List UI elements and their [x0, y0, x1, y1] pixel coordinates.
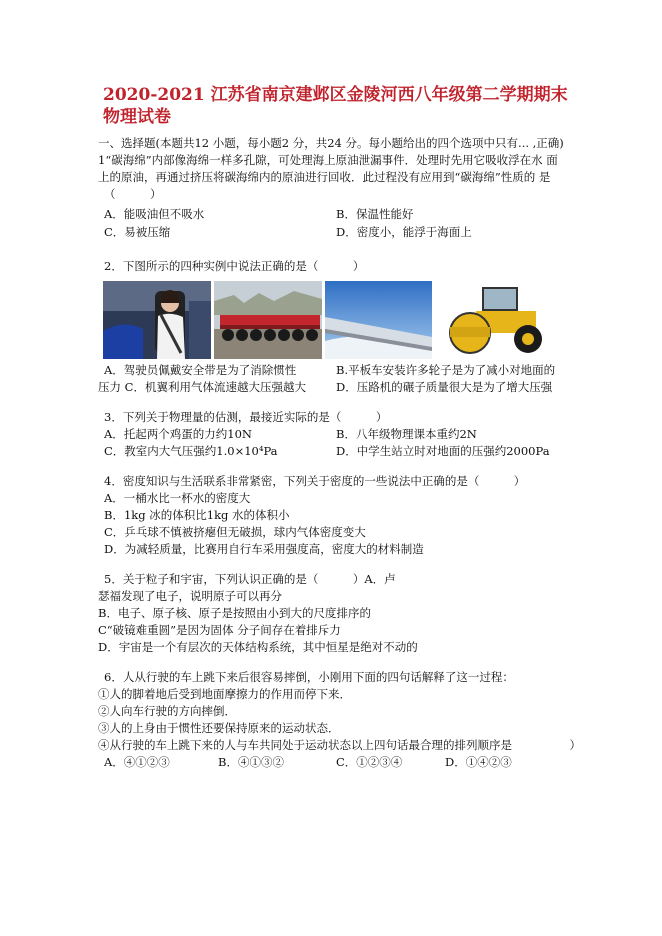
q2-option-d: D．压路机的碾子质量很大是为了增大压强 [336, 380, 553, 394]
q6-statement-1: ①人的脚着地后受到地面摩擦力的作用而停下来． [98, 687, 351, 701]
q4-stem: 4．密度知识与生活联系非常紧密，下列关于密度的一些说法中正确的是（ ） [104, 474, 526, 488]
q6-option-a: A．④①②③ [104, 755, 170, 769]
q1-option-d: D．密度小，能浮于海面上 [336, 225, 472, 239]
q6-option-c: C．①②③④ [336, 755, 403, 769]
q1-option-c: C．易被压缩 [104, 225, 171, 239]
q1-option-b: B．保温性能好 [336, 207, 414, 221]
page-title: 2020-2021 江苏省南京建邺区金陵河西八年级第二学期期末物理试卷 [103, 85, 568, 127]
q6-option-d: D．①④②③ [445, 755, 512, 769]
q2-option-c: 压力 C．机翼利用气体流速越大压强越大 [98, 380, 306, 394]
q3-option-d: D．中学生站立时对地面的压强约2000Pa [336, 444, 550, 458]
q6-option-b: B．④①③② [218, 755, 284, 769]
q5-option-d: D．宇宙是一个有层次的天体结构系统，其中恒星是绝对不动的 [98, 640, 418, 654]
q1-blank: （ ） [104, 187, 162, 201]
q1-option-a: A．能吸油但不吸水 [104, 207, 205, 221]
q3-stem: 3．下列关于物理量的估测，最接近实际的是（ ） [104, 410, 388, 424]
q6-statement-2: ②人向车行驶的方向摔倒． [98, 704, 236, 718]
q5-option-c: C“破镜难重圆”是因为固体 分子间存在着排斥力 [98, 623, 341, 637]
q5-option-a-cont: 瑟福发现了电子，说明原子可以再分 [98, 589, 282, 603]
q6-statement-3: ③人的上身由于惯性还要保持原来的运动状态． [98, 721, 340, 735]
section-heading: 一、选择题(本题共12 小题，每小题2 分，共24 分。每小题给出的四个选项中只有... ,正确) [98, 136, 564, 150]
q3-option-a: A．托起两个鸡蛋的力约10N [104, 427, 252, 441]
q5-option-b: B．电子、原子核、原子是按照由小到大的尺度排序的 [98, 606, 371, 620]
airplane-wing-photo [325, 281, 432, 359]
road-roller-photo [436, 281, 550, 359]
q1-stem-line1: 1“碳海绵”内部像海绵一样多孔隙，可处理海上原油泄漏事件．处理时先用它吸收浮在水 面 [98, 153, 558, 167]
q2-option-a: A．驾驶员佩戴安全带是为了消除惯性 [104, 363, 297, 377]
seatbelt-driver-photo [103, 281, 211, 359]
q3-option-c: C．教室内大气压强约1.0×10⁴Pa [104, 444, 278, 458]
q3-option-b: B．八年级物理课本重约2N [336, 427, 477, 441]
q4-option-a: A．一桶水比一杯水的密度大 [104, 491, 251, 505]
q2-stem: 2．下图所示的四种实例中说法正确的是（ ） [104, 259, 365, 273]
q4-option-b: B．1kg 冰的体积比1kg 水的体积小 [104, 508, 290, 522]
q6-stem: 6．人从行驶的车上跳下来后很容易摔倒，小刚用下面的四句话解释了这一过程： [104, 670, 514, 684]
q5-stem: 5．关于粒子和宇宙，下列认识正确的是（ ）A．卢 [104, 572, 396, 586]
q6-statement-4: ④从行驶的车上跳下来的人与车共同处于运动状态以上四句话最合理的排列顺序是 ） [98, 738, 581, 752]
q1-stem-line2: 上的原油，再通过挤压将碳海绵内的原油进行回收．此过程没有应用到“碳海绵”性质的 是 [98, 170, 551, 184]
q4-option-c: C．乒乓球不慎被挤瘪但无破损，球内气体密度变大 [104, 525, 366, 539]
flatbed-trailer-photo [214, 281, 322, 359]
q2-option-b: B.平板车安装许多轮子是为了减小对地面的 [336, 363, 556, 377]
q4-option-d: D．为减轻质量，比赛用自行车采用强度高，密度大的材料制造 [104, 542, 424, 556]
